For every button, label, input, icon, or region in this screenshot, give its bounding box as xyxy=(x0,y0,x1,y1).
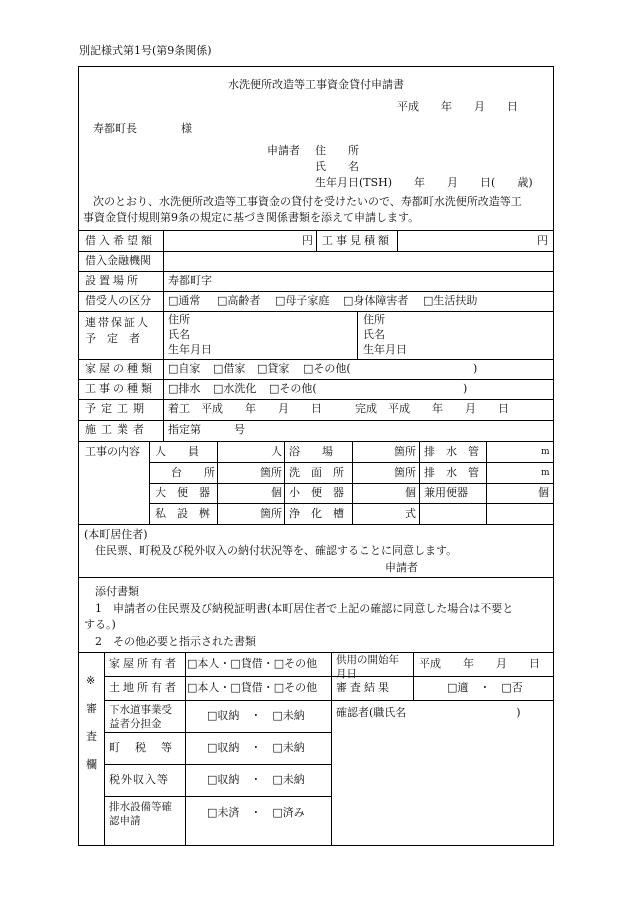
category-option-3[interactable]: □母子家庭 xyxy=(275,294,330,307)
guarantor-label-1: 連帯保証人 xyxy=(85,316,150,329)
confirmer: 確認者(職氏名 ) xyxy=(336,706,521,719)
category-option-2[interactable]: □高齢者 xyxy=(217,294,261,307)
estimate-label: 工事見積額 xyxy=(322,234,392,247)
review-char-3: 欄 xyxy=(86,758,97,771)
guarantor1-name: 氏名 xyxy=(168,328,190,341)
guarantor2-name: 氏名 xyxy=(363,328,385,341)
schedule-value: 着工 平成 年 月 日 完成 平成 年 月 日 xyxy=(168,402,509,415)
attachment-item-2: 2 その他必要と指示された書類 xyxy=(95,635,256,648)
review-char-1: 審 xyxy=(86,702,97,715)
work-type-label: 工事の種類 xyxy=(85,382,155,395)
work-option-2[interactable]: □水洗化 xyxy=(213,382,257,395)
application-form xyxy=(78,66,554,846)
wc-r1-unit2: 箇所 xyxy=(394,445,416,458)
wc-r2-unit2: 箇所 xyxy=(394,466,416,479)
town-tax-label: 町 税 等 xyxy=(109,741,174,754)
drain-confirm-label xyxy=(109,801,179,828)
form-number: 別記様式第1号(第9条関係) xyxy=(79,44,212,57)
burden-label-text: 下水道事業受益者分担金 xyxy=(109,704,172,730)
house-owner-label: 家屋所有者 xyxy=(109,657,179,670)
form-title: 水洗便所改造等工事資金貸付申請書 xyxy=(228,78,404,91)
house-option-close: ) xyxy=(473,362,478,375)
wc-r3-unit1: 個 xyxy=(271,486,282,499)
town-tax-value[interactable]: □収納 ・ □未納 xyxy=(207,741,305,754)
bank-label: 借入金融機関 xyxy=(85,254,151,267)
drain-confirm-value[interactable]: □未済 ・ □済み xyxy=(207,806,305,819)
category-option-5[interactable]: □生活扶助 xyxy=(423,294,478,307)
wc-r2-label2: 洗 面 所 xyxy=(289,466,344,479)
wc-r1-label3: 排 水 管 xyxy=(424,445,479,458)
wc-r2-label3: 排 水 管 xyxy=(424,466,479,479)
estimate-unit: 円 xyxy=(537,234,548,247)
wc-r1-label2: 浴 場 xyxy=(289,445,333,458)
drain-confirm-label-text: 排水設備等確認申請 xyxy=(109,801,172,827)
guarantor-label-2: 予 定 者 xyxy=(85,332,140,345)
applicant-name-label: 氏 名 xyxy=(315,160,359,173)
work-option-3[interactable]: □その他( xyxy=(269,382,317,395)
house-option-2[interactable]: □借家 xyxy=(213,362,246,375)
wc-r2-unit1: 箇所 xyxy=(260,466,282,479)
guarantor2-birth: 生年月日 xyxy=(363,343,407,356)
house-option-1[interactable]: □自家 xyxy=(168,362,201,375)
attachment-item-1a: 1 申請者の住民票及び納税証明書(本町居住者で上記の確認に同意した場合は不要と xyxy=(95,602,514,615)
contractor-value: 指定第 号 xyxy=(168,423,245,436)
work-option-1[interactable]: □排水 xyxy=(168,382,201,395)
wc-r4-unit1: 箇所 xyxy=(260,507,282,520)
start-date-value: 平成 年 月 日 xyxy=(419,657,540,670)
house-option-4[interactable]: □その他( xyxy=(303,362,351,375)
wc-r2-unit3: m xyxy=(541,468,550,478)
applicant-birth-label: 生年月日(TSH) 年 月 日( 歳) xyxy=(315,176,533,189)
schedule-label: 予定工期 xyxy=(85,402,149,415)
wc-r3-label3: 兼用便器 xyxy=(424,486,468,499)
wc-r3-label1: 大 便 器 xyxy=(155,486,210,499)
applicant-label: 申請者 xyxy=(267,144,300,157)
contractor-label: 施工業者 xyxy=(85,423,149,436)
attachment-item-1b: する。) xyxy=(84,618,116,631)
wc-r4-label2: 浄 化 槽 xyxy=(289,507,344,520)
work-content-label: 工事の内容 xyxy=(85,445,140,458)
wc-r3-unit3: 個 xyxy=(538,486,549,499)
burden-value[interactable]: □収納 ・ □未納 xyxy=(207,709,305,722)
wc-r1-unit1: 人 xyxy=(271,445,282,458)
start-date-label-text: 供用の開始年月日 xyxy=(336,654,399,680)
addressee: 寿都町長 様 xyxy=(93,122,192,135)
review-char-2: 査 xyxy=(86,730,97,743)
location-value: 寿都町字 xyxy=(168,274,212,287)
guarantor1-address: 住所 xyxy=(168,313,190,326)
guarantor1-birth: 生年月日 xyxy=(168,343,212,356)
review-mark: ※ xyxy=(86,674,96,687)
category-option-1[interactable]: □通常 xyxy=(168,294,201,307)
wc-r4-label1: 私 設 桝 xyxy=(155,507,210,520)
house-type-label: 家屋の種類 xyxy=(85,362,155,375)
wc-r2-label1: 台 所 xyxy=(171,466,215,479)
guarantor2-address: 住所 xyxy=(363,313,385,326)
location-label: 設置場所 xyxy=(85,274,141,287)
date-line: 平成 年 月 日 xyxy=(397,100,518,113)
land-owner-label: 土地所有者 xyxy=(109,681,179,694)
category-label: 借受人の区分 xyxy=(85,294,151,307)
house-owner-value[interactable]: □本人・□貸借・□その他 xyxy=(187,657,318,670)
non-tax-label: 税外収入等 xyxy=(109,773,169,786)
loan-amount-label: 借入希望額 xyxy=(85,234,155,247)
consent-heading: (本町居住者) xyxy=(84,528,148,541)
consent-text: 住民票、町税及び税外収入の納付状況等を、確認することに同意します。 xyxy=(95,544,458,557)
intro-line-1: 次のとおり、水洗便所改造等工事資金の貸付を受けたいので、寿都町水洗便所改造等工 xyxy=(93,195,522,208)
wc-r4-unit2: 式 xyxy=(405,507,416,520)
applicant-address-label: 住 所 xyxy=(315,144,359,157)
wc-r3-label2: 小 便 器 xyxy=(289,486,344,499)
wc-r1-label1: 人 員 xyxy=(155,445,199,458)
burden-label xyxy=(109,704,179,731)
house-option-3[interactable]: □貸家 xyxy=(257,362,290,375)
loan-amount-unit: 円 xyxy=(302,234,313,247)
land-owner-value[interactable]: □本人・□貸借・□その他 xyxy=(187,681,318,694)
attachments-heading: 添付書類 xyxy=(95,585,139,598)
start-date-label xyxy=(336,654,408,681)
intro-line-2: 事資金貸付規則第9条の規定に基づき関係書類を添えて申請します。 xyxy=(83,211,420,224)
wc-r1-unit3: m xyxy=(541,447,550,457)
review-result-value[interactable]: □適 ・ □否 xyxy=(447,681,523,694)
work-option-close: ) xyxy=(463,382,468,395)
review-result-label: 審査結果 xyxy=(336,681,392,694)
wc-r3-unit2: 個 xyxy=(405,486,416,499)
consent-signer: 申請者 xyxy=(385,561,418,574)
non-tax-value[interactable]: □収納 ・ □未納 xyxy=(207,773,305,786)
category-option-4[interactable]: □身体障害者 xyxy=(343,294,409,307)
